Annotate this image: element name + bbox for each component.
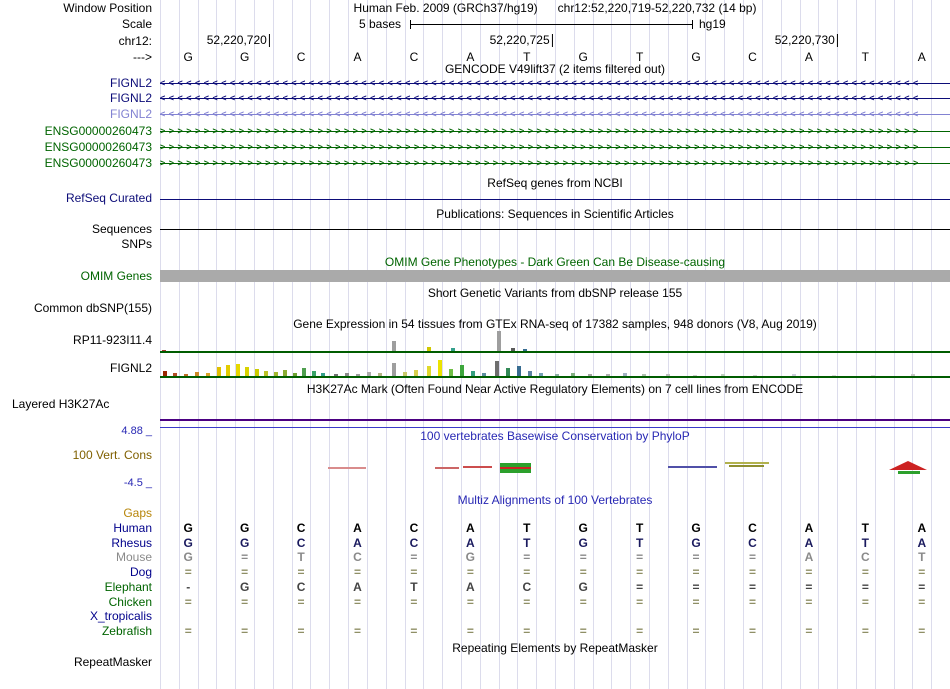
- align-cell: -: [186, 580, 191, 594]
- expression-bar: [226, 365, 230, 376]
- align-cell: G: [578, 521, 588, 535]
- multiz-track-title: Multiz Alignments of 100 Vertebrates: [457, 493, 653, 507]
- gene-track-label[interactable]: FIGNL2: [109, 91, 152, 105]
- align-cell: C: [522, 580, 532, 594]
- align-cell: C: [748, 521, 757, 535]
- align-cell: =: [692, 624, 700, 638]
- base-letter: C: [748, 50, 757, 64]
- align-cell: =: [410, 595, 418, 609]
- align-cell: G: [691, 521, 701, 535]
- gene-track-model[interactable]: >>>>>>>>>>>>>>>>>>>>>>>>>>>>>>>>>>>>>>>>>>>>>>>>>>>>>>>>>>>>>>>>>>>>>>>>>>>>>>>>>>>>>>>: [160, 124, 950, 138]
- align-cell: =: [184, 595, 192, 609]
- layered-h3k27ac-track[interactable]: [160, 419, 950, 421]
- align-cell: G: [239, 580, 250, 594]
- ruler-tick: 52,220,730: [775, 34, 838, 47]
- align-cell: =: [805, 565, 813, 579]
- ruler-tick: 52,220,720: [207, 34, 270, 47]
- conservation-mark: [725, 462, 769, 464]
- align-cell: T: [635, 521, 644, 535]
- gencode-track-title: GENCODE V49lift37 (2 items filtered out): [444, 62, 666, 76]
- base-letter: C: [409, 50, 419, 64]
- layered-h3k27ac-label[interactable]: Layered H3K27Ac: [12, 397, 110, 411]
- align-cell: =: [918, 565, 926, 579]
- align-cell: =: [523, 565, 531, 579]
- align-cell: G: [578, 580, 588, 594]
- align-cell: =: [805, 580, 813, 594]
- align-cell: =: [579, 565, 587, 579]
- gtex-baseline-fignl2: [160, 376, 950, 378]
- expression-bar: [438, 360, 442, 376]
- species-label-gaps[interactable]: Gaps: [123, 506, 152, 520]
- conservation-mark: [435, 467, 459, 469]
- gene-track-label[interactable]: FIGNL2: [109, 107, 152, 121]
- gtex-track-title: Gene Expression in 54 tissues from GTEx RNA-seq of 17382 samples, 948 donors (V8, Aug 2019): [293, 317, 817, 331]
- gtex-baseline-rp11: [160, 351, 950, 353]
- expression-bar: [236, 364, 240, 376]
- align-cell: =: [748, 580, 756, 594]
- base-letter: C: [296, 50, 306, 64]
- align-cell: =: [636, 580, 644, 594]
- align-cell: =: [748, 565, 756, 579]
- align-cell: C: [409, 536, 419, 550]
- gtex-expression-track-fignl2[interactable]: [160, 359, 950, 376]
- base-letter: A: [804, 50, 813, 64]
- align-cell: =: [918, 624, 926, 638]
- base-letter: G: [691, 50, 701, 64]
- align-cell: =: [523, 595, 531, 609]
- sequences-label[interactable]: Sequences: [91, 222, 152, 236]
- scale-bar: [410, 20, 693, 29]
- expression-bar: [506, 368, 510, 376]
- conservation-track-label[interactable]: 100 Vert. Cons: [72, 448, 152, 462]
- align-cell: =: [692, 595, 700, 609]
- align-cell: T: [410, 580, 418, 594]
- align-cell: A: [466, 536, 475, 550]
- expression-bar: [392, 363, 396, 376]
- align-cell: =: [579, 624, 587, 638]
- gene-track-model[interactable]: <<<<<<<<<<<<<<<<<<<<<<<<<<<<<<<<<<<<<<<<<<<<<<<<<<<<<<<<<<<<<<<<<<<<<<<<<<<<<<<<<<<<<<<: [160, 107, 950, 121]
- align-cell: A: [804, 536, 814, 550]
- publications-track-title: Publications: Sequences in Scientific Articles: [436, 207, 674, 221]
- align-cell: C: [296, 536, 306, 550]
- align-cell: =: [636, 595, 644, 609]
- align-cell: T: [523, 536, 531, 550]
- align-cell: A: [917, 536, 927, 550]
- scale-value: 5 bases: [358, 17, 401, 31]
- repeatmasker-label[interactable]: RepeatMasker: [73, 655, 152, 669]
- align-cell: C: [409, 521, 419, 535]
- base-letter: T: [635, 50, 644, 64]
- align-cell: =: [184, 565, 192, 579]
- gene-track-model[interactable]: <<<<<<<<<<<<<<<<<<<<<<<<<<<<<<<<<<<<<<<<<<<<<<<<<<<<<<<<<<<<<<<<<<<<<<<<<<<<<<<<<<<<<<<: [160, 91, 950, 105]
- refseq-track-title: RefSeq genes from NCBI: [487, 176, 623, 190]
- align-cell: =: [297, 595, 305, 609]
- align-cell: =: [184, 624, 192, 638]
- align-cell: A: [466, 521, 475, 535]
- align-cell: C: [353, 550, 362, 564]
- refseq-curated-label[interactable]: RefSeq Curated: [65, 191, 152, 205]
- align-cell: =: [805, 624, 813, 638]
- align-cell: C: [296, 580, 306, 594]
- strand-direction-label: --->: [133, 50, 152, 64]
- align-cell: =: [297, 565, 305, 579]
- align-cell: C: [861, 550, 870, 564]
- align-cell: G: [183, 536, 193, 550]
- align-cell: A: [917, 521, 927, 535]
- align-cell: =: [805, 595, 813, 609]
- align-cell: =: [861, 565, 869, 579]
- align-cell: T: [635, 536, 644, 550]
- window-position-text: [160, 1, 950, 15]
- conservation-min-value: -4.5 _: [123, 477, 152, 489]
- base-letter: G: [183, 50, 193, 64]
- align-cell: =: [692, 565, 700, 579]
- gtex-gene-label-fignl2[interactable]: FIGNL2: [109, 361, 152, 375]
- expression-bar: [497, 331, 501, 352]
- conservation-mark: [463, 466, 491, 468]
- align-cell: =: [579, 550, 587, 564]
- align-cell: =: [861, 624, 869, 638]
- align-cell: =: [241, 624, 249, 638]
- expression-bar: [255, 369, 259, 376]
- align-cell: T: [297, 550, 305, 564]
- expression-bar: [245, 367, 249, 376]
- align-cell: A: [353, 580, 362, 594]
- align-cell: G: [239, 536, 250, 550]
- gene-track-label[interactable]: ENSG00000260473: [44, 156, 152, 170]
- expression-bar: [427, 366, 431, 376]
- align-cell: =: [861, 580, 869, 594]
- conservation-mark: [328, 467, 366, 469]
- align-cell: G: [465, 550, 476, 564]
- align-cell: =: [636, 624, 644, 638]
- align-cell: =: [636, 565, 644, 579]
- base-letter: G: [578, 50, 588, 64]
- gtex-expression-track-rp11[interactable]: [160, 330, 950, 352]
- window-position-label: Window Position: [63, 1, 152, 15]
- align-cell: G: [183, 521, 193, 535]
- align-cell: T: [861, 536, 870, 550]
- base-letter: T: [861, 50, 870, 64]
- species-label-mouse[interactable]: Mouse: [115, 550, 152, 564]
- align-cell: =: [241, 550, 249, 564]
- expression-bar: [517, 366, 521, 376]
- omim-genes-track[interactable]: [160, 270, 950, 282]
- base-letter: A: [353, 50, 362, 64]
- chromosome-label: chr12:: [118, 34, 152, 48]
- align-cell: =: [353, 595, 361, 609]
- assembly-name: Human Feb. 2009 (GRCh37/hg19): [353, 1, 538, 15]
- position-range: chr12:52,220,719-52,220,732 (14 bp): [557, 1, 757, 15]
- omim-track-title: OMIM Gene Phenotypes - Dark Green Can Be Disease-causing: [384, 255, 726, 269]
- base-letter: A: [917, 50, 926, 64]
- expression-bar: [217, 367, 221, 376]
- align-cell: T: [861, 521, 870, 535]
- ruler-tick: 52,220,725: [490, 34, 553, 47]
- align-cell: =: [410, 624, 418, 638]
- align-cell: A: [466, 580, 475, 594]
- align-cell: A: [353, 536, 362, 550]
- scale-track-label: Scale: [121, 17, 152, 31]
- align-cell: =: [636, 550, 644, 564]
- gene-track-label[interactable]: ENSG00000260473: [44, 140, 152, 154]
- align-cell: =: [410, 565, 418, 579]
- align-cell: T: [918, 550, 926, 564]
- align-cell: =: [579, 595, 587, 609]
- align-cell: =: [748, 550, 756, 564]
- snps-label[interactable]: SNPs: [121, 237, 152, 251]
- expression-bar: [460, 365, 464, 376]
- gene-track-label[interactable]: ENSG00000260473: [44, 124, 152, 138]
- align-cell: =: [241, 595, 249, 609]
- align-cell: C: [296, 521, 306, 535]
- common-dbsnp-label[interactable]: Common dbSNP(155): [33, 301, 152, 315]
- h3k27ac-track-title: H3K27Ac Mark (Often Found Near Active Regulatory Elements) on 7 cell lines from ENCODE: [306, 382, 804, 396]
- species-label-dog[interactable]: Dog: [129, 565, 152, 579]
- align-cell: A: [804, 550, 814, 564]
- gene-track-model[interactable]: <<<<<<<<<<<<<<<<<<<<<<<<<<<<<<<<<<<<<<<<<<<<<<<<<<<<<<<<<<<<<<<<<<<<<<<<<<<<<<<<<<<<<<<: [160, 76, 950, 90]
- conservation-mark: [898, 471, 920, 474]
- align-cell: =: [466, 595, 474, 609]
- align-cell: =: [353, 624, 361, 638]
- align-cell: =: [918, 595, 926, 609]
- align-cell: A: [804, 521, 814, 535]
- repeatmasker-track-title: Repeating Elements by RepeatMasker: [452, 641, 658, 655]
- align-cell: =: [692, 580, 700, 594]
- align-cell: =: [692, 550, 700, 564]
- align-cell: G: [691, 536, 701, 550]
- align-cell: =: [748, 595, 756, 609]
- base-letter: A: [466, 50, 475, 64]
- conservation-peak: [889, 461, 927, 470]
- conservation-mark: [729, 465, 764, 467]
- align-cell: =: [861, 595, 869, 609]
- align-cell: G: [578, 536, 588, 550]
- align-cell: =: [523, 550, 531, 564]
- align-cell: =: [466, 624, 474, 638]
- align-cell: T: [523, 521, 531, 535]
- align-cell: =: [410, 550, 418, 564]
- align-cell: =: [466, 565, 474, 579]
- gene-track-label[interactable]: FIGNL2: [109, 76, 152, 90]
- base-letter: G: [239, 50, 250, 64]
- align-cell: =: [297, 624, 305, 638]
- gene-track-model[interactable]: >>>>>>>>>>>>>>>>>>>>>>>>>>>>>>>>>>>>>>>>>>>>>>>>>>>>>>>>>>>>>>>>>>>>>>>>>>>>>>>>>>>>>>>: [160, 156, 950, 170]
- align-cell: =: [353, 565, 361, 579]
- align-cell: =: [918, 580, 926, 594]
- conservation-track[interactable]: [160, 458, 950, 482]
- omim-genes-label[interactable]: OMIM Genes: [80, 269, 152, 283]
- gtex-gene-label-rp11[interactable]: RP11-923I11.4: [73, 333, 152, 347]
- align-cell: =: [748, 624, 756, 638]
- species-label-zebrafish[interactable]: Zebrafish: [101, 624, 152, 638]
- species-label-human[interactable]: Human: [113, 521, 152, 535]
- scale-assembly: hg19: [699, 17, 726, 31]
- gene-track-model[interactable]: >>>>>>>>>>>>>>>>>>>>>>>>>>>>>>>>>>>>>>>>>>>>>>>>>>>>>>>>>>>>>>>>>>>>>>>>>>>>>>>>>>>>>>>: [160, 140, 950, 154]
- align-cell: A: [353, 521, 362, 535]
- base-letter: T: [523, 50, 531, 64]
- dbsnp-track-title: Short Genetic Variants from dbSNP release 155: [427, 286, 683, 300]
- expression-bar: [302, 368, 306, 376]
- species-label-chicken[interactable]: Chicken: [108, 595, 152, 609]
- conservation-upper-line: [160, 427, 950, 428]
- expression-bar: [495, 361, 499, 376]
- align-cell: G: [239, 521, 250, 535]
- expression-bar: [449, 369, 453, 376]
- align-cell: =: [523, 624, 531, 638]
- align-cell: C: [748, 536, 757, 550]
- conservation-mark: [668, 466, 717, 468]
- sequences-track[interactable]: [160, 229, 950, 230]
- align-cell: =: [241, 565, 249, 579]
- species-label-rhesus[interactable]: Rhesus: [111, 536, 152, 550]
- phylop-track-title: 100 vertebrates Basewise Conservation by PhyloP: [420, 429, 690, 443]
- conservation-max-value: 4.88 _: [121, 425, 152, 437]
- align-cell: G: [183, 550, 193, 564]
- conservation-mark: [500, 467, 532, 469]
- refseq-curated-track[interactable]: [160, 199, 950, 200]
- species-label-elephant[interactable]: Elephant: [104, 580, 152, 594]
- species-label-x_tropicalis[interactable]: X_tropicalis: [89, 609, 152, 623]
